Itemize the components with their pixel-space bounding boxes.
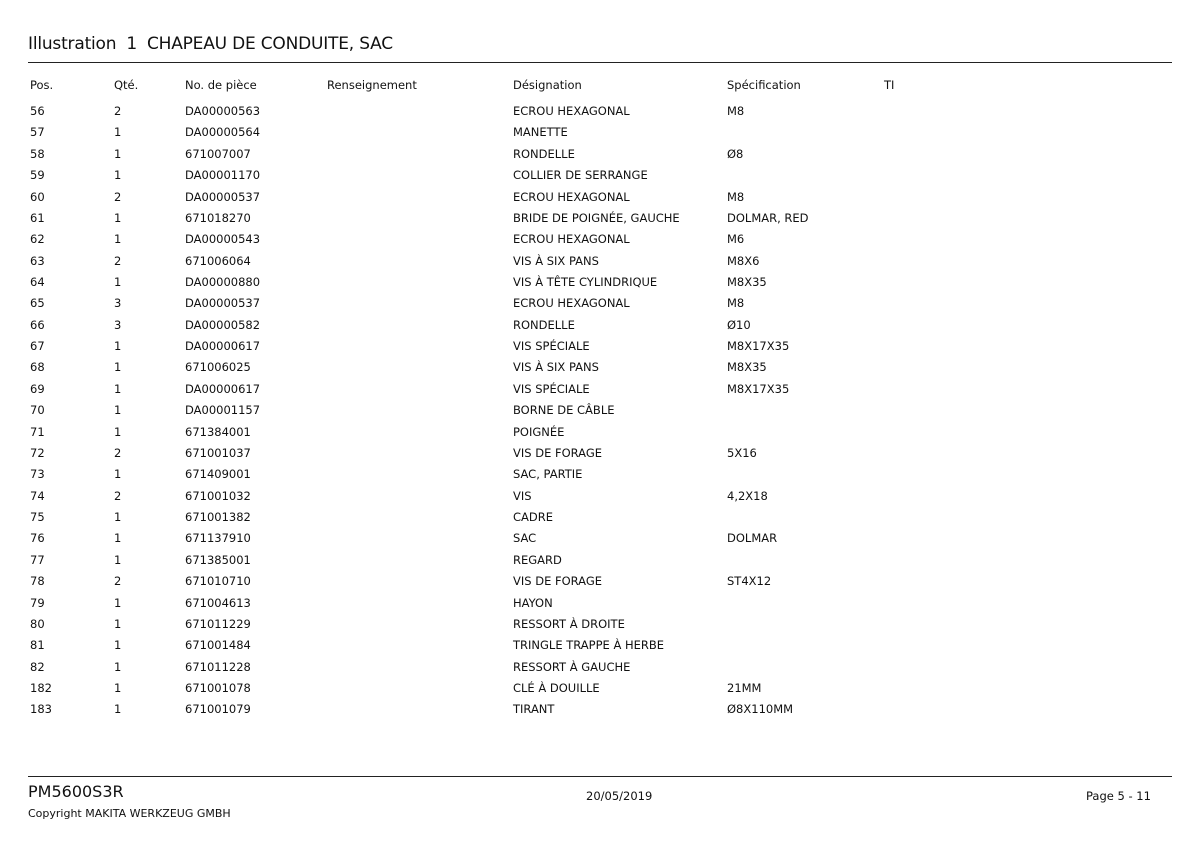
table-row xyxy=(0,125,1200,146)
table-row xyxy=(0,702,1200,723)
page-number: Page 5 - 11 xyxy=(1086,789,1151,803)
cell-qty: 2 xyxy=(114,253,122,268)
table-row xyxy=(0,446,1200,467)
column-header-specification: Spécification xyxy=(727,78,801,92)
table-row xyxy=(0,104,1200,125)
cell-part-number: 671137910 xyxy=(185,531,251,546)
table-row xyxy=(0,425,1200,446)
cell-qty: 1 xyxy=(114,125,122,140)
cell-part-number: DA00000563 xyxy=(185,104,261,118)
illustration-label: Illustration xyxy=(28,34,117,54)
cell-pos: 64 xyxy=(30,275,45,289)
cell-part-number: 671011228 xyxy=(185,659,251,674)
cell-qty: 2 xyxy=(114,488,122,503)
cell-qty: 2 xyxy=(114,574,122,589)
cell-part-number: 671018270 xyxy=(185,210,251,225)
document-date: 20/05/2019 xyxy=(586,789,653,803)
table-row xyxy=(0,190,1200,211)
table-row xyxy=(0,531,1200,552)
cell-part-number: 671007007 xyxy=(185,146,251,161)
cell-specification: M8X17X35 xyxy=(727,381,790,396)
table-row xyxy=(0,211,1200,232)
cell-pos: 57 xyxy=(30,125,45,140)
cell-part-number: 671384001 xyxy=(185,424,251,439)
cell-specification: M8 xyxy=(727,104,745,118)
cell-designation: RONDELLE xyxy=(513,317,575,332)
cell-specification: M8X17X35 xyxy=(727,339,790,354)
cell-pos: 66 xyxy=(30,317,45,332)
cell-part-number: 671409001 xyxy=(185,467,251,482)
cell-part-number: 671011229 xyxy=(185,616,251,631)
page-title xyxy=(28,34,403,54)
cell-designation: CADRE xyxy=(513,510,554,524)
cell-designation: VIS À SIX PANS xyxy=(513,360,599,375)
cell-pos: 59 xyxy=(30,168,45,183)
cell-designation: VIS SPÉCIALE xyxy=(513,381,590,396)
cell-pos: 60 xyxy=(30,189,45,204)
table-header xyxy=(0,78,1200,99)
cell-qty: 1 xyxy=(114,616,122,631)
table-row xyxy=(0,489,1200,510)
cell-specification: DOLMAR xyxy=(727,531,778,546)
cell-part-number: DA00000617 xyxy=(185,381,261,396)
cell-pos: 76 xyxy=(30,531,45,546)
cell-designation: POIGNÉE xyxy=(513,424,565,439)
cell-specification: M8 xyxy=(727,296,745,311)
model-number: PM5600S3R xyxy=(28,782,124,801)
column-header-designation: Désignation xyxy=(513,78,582,92)
cell-part-number: 671001078 xyxy=(185,681,251,695)
cell-specification: M8 xyxy=(727,189,745,204)
table-row xyxy=(0,296,1200,317)
cell-part-number: 671010710 xyxy=(185,574,251,589)
cell-pos: 69 xyxy=(30,381,45,396)
cell-qty: 2 xyxy=(114,189,122,204)
cell-qty: 1 xyxy=(114,552,122,567)
cell-part-number: DA00000564 xyxy=(185,125,261,140)
cell-part-number: 671006064 xyxy=(185,253,251,268)
cell-specification: ST4X12 xyxy=(727,574,772,589)
cell-part-number: 671001037 xyxy=(185,445,251,460)
cell-qty: 1 xyxy=(114,210,122,225)
cell-qty: 1 xyxy=(114,510,122,524)
cell-specification: Ø10 xyxy=(727,317,751,332)
cell-qty: 1 xyxy=(114,531,122,546)
cell-qty: 1 xyxy=(114,381,122,396)
cell-part-number: DA00000543 xyxy=(185,232,261,247)
cell-part-number: 671001382 xyxy=(185,510,251,524)
cell-part-number: 671001032 xyxy=(185,488,251,503)
cell-part-number: 671004613 xyxy=(185,595,251,610)
cell-designation: ECROU HEXAGONAL xyxy=(513,296,630,311)
cell-part-number: DA00000582 xyxy=(185,317,261,332)
cell-designation: SAC, PARTIE xyxy=(513,467,583,482)
cell-specification: 4,2X18 xyxy=(727,488,768,503)
cell-part-number: DA00000880 xyxy=(185,275,261,289)
table-row xyxy=(0,660,1200,681)
cell-pos: 62 xyxy=(30,232,45,247)
cell-designation: VIS SPÉCIALE xyxy=(513,339,590,354)
cell-qty: 1 xyxy=(114,638,122,653)
cell-specification: M8X35 xyxy=(727,360,767,375)
cell-qty: 1 xyxy=(114,360,122,375)
copyright-text: Copyright MAKITA WERKZEUG GMBH xyxy=(28,807,231,820)
cell-part-number: DA00001157 xyxy=(185,403,261,418)
cell-qty: 1 xyxy=(114,467,122,482)
cell-pos: 56 xyxy=(30,104,45,118)
cell-qty: 1 xyxy=(114,595,122,610)
cell-qty: 1 xyxy=(114,659,122,674)
cell-pos: 63 xyxy=(30,253,45,268)
cell-specification: Ø8 xyxy=(727,146,744,161)
cell-designation: ECROU HEXAGONAL xyxy=(513,104,630,118)
table-row xyxy=(0,574,1200,595)
cell-part-number: DA00001170 xyxy=(185,168,261,183)
cell-pos: 70 xyxy=(30,403,45,418)
cell-designation: REGARD xyxy=(513,552,562,567)
cell-qty: 1 xyxy=(114,168,122,183)
cell-qty: 1 xyxy=(114,702,122,717)
cell-specification: M8X6 xyxy=(727,253,760,268)
cell-designation: TIRANT xyxy=(513,702,555,717)
cell-designation: ECROU HEXAGONAL xyxy=(513,189,630,204)
cell-pos: 78 xyxy=(30,574,45,589)
table-row xyxy=(0,596,1200,617)
cell-qty: 1 xyxy=(114,403,122,418)
cell-pos: 81 xyxy=(30,638,45,653)
cell-designation: TRINGLE TRAPPE À HERBE xyxy=(513,638,665,653)
cell-specification: M6 xyxy=(727,232,745,247)
cell-pos: 67 xyxy=(30,339,45,354)
cell-pos: 74 xyxy=(30,488,45,503)
cell-designation: BORNE DE CÂBLE xyxy=(513,403,615,418)
cell-pos: 72 xyxy=(30,445,45,460)
cell-part-number: DA00000537 xyxy=(185,296,261,311)
cell-qty: 1 xyxy=(114,424,122,439)
table-row xyxy=(0,318,1200,339)
illustration-title: CHAPEAU DE CONDUITE, SAC xyxy=(146,34,393,54)
cell-part-number: 671006025 xyxy=(185,360,251,375)
cell-qty: 2 xyxy=(114,104,122,118)
table-row xyxy=(0,403,1200,424)
cell-pos: 77 xyxy=(30,552,45,567)
cell-part-number: DA00000537 xyxy=(185,189,261,204)
cell-designation: RESSORT À GAUCHE xyxy=(513,659,631,674)
cell-pos: 61 xyxy=(30,210,45,225)
cell-designation: RESSORT À DROITE xyxy=(513,616,625,631)
cell-pos: 71 xyxy=(30,424,45,439)
cell-specification: 21MM xyxy=(727,681,762,695)
cell-qty: 2 xyxy=(114,445,122,460)
table-row xyxy=(0,510,1200,531)
cell-part-number: DA00000617 xyxy=(185,339,261,354)
cell-designation: VIS xyxy=(513,488,532,503)
table-row xyxy=(0,254,1200,275)
column-header-part-number: No. de pièce xyxy=(185,78,257,92)
cell-pos: 65 xyxy=(30,296,45,311)
cell-pos: 80 xyxy=(30,616,45,631)
cell-qty: 3 xyxy=(114,296,122,311)
column-header-qty: Qté. xyxy=(114,78,139,92)
table-row xyxy=(0,232,1200,253)
header-divider xyxy=(28,62,1172,63)
column-header-info: Renseignement xyxy=(327,78,417,92)
table-row xyxy=(0,168,1200,189)
cell-designation: VIS À SIX PANS xyxy=(513,253,599,268)
cell-designation: VIS DE FORAGE xyxy=(513,445,603,460)
cell-specification: DOLMAR, RED xyxy=(727,210,809,225)
cell-pos: 82 xyxy=(30,659,45,674)
cell-specification: Ø8X110MM xyxy=(727,702,794,717)
cell-pos: 68 xyxy=(30,360,45,375)
cell-qty: 1 xyxy=(114,146,122,161)
cell-designation: COLLIER DE SERRANGE xyxy=(513,168,648,183)
cell-designation: VIS DE FORAGE xyxy=(513,574,603,589)
cell-designation: BRIDE DE POIGNÉE, GAUCHE xyxy=(513,210,680,225)
column-header-pos: Pos. xyxy=(30,78,54,92)
cell-designation: ECROU HEXAGONAL xyxy=(513,232,630,247)
table-row xyxy=(0,147,1200,168)
cell-qty: 3 xyxy=(114,317,122,332)
cell-designation: HAYON xyxy=(513,595,553,610)
cell-specification: M8X35 xyxy=(727,275,767,289)
cell-designation: VIS À TÊTE CYLINDRIQUE xyxy=(513,275,658,289)
table-row xyxy=(0,467,1200,488)
table-row xyxy=(0,681,1200,702)
cell-pos: 75 xyxy=(30,510,45,524)
table-row xyxy=(0,275,1200,296)
cell-pos: 79 xyxy=(30,595,45,610)
cell-part-number: 671001484 xyxy=(185,638,251,653)
cell-specification: 5X16 xyxy=(727,445,757,460)
cell-designation: CLÉ À DOUILLE xyxy=(513,681,600,695)
cell-pos: 183 xyxy=(30,702,52,717)
cell-qty: 1 xyxy=(114,681,122,695)
table-row xyxy=(0,617,1200,638)
cell-qty: 1 xyxy=(114,232,122,247)
cell-pos: 182 xyxy=(30,681,52,695)
cell-designation: MANETTE xyxy=(513,125,568,140)
table-row xyxy=(0,638,1200,659)
cell-pos: 73 xyxy=(30,467,45,482)
illustration-number: 1 xyxy=(126,34,137,54)
column-header-ti: TI xyxy=(884,78,895,92)
table-row xyxy=(0,339,1200,360)
footer-divider xyxy=(28,776,1172,777)
cell-qty: 1 xyxy=(114,275,122,289)
cell-designation: SAC xyxy=(513,531,537,546)
cell-part-number: 671001079 xyxy=(185,702,251,717)
cell-pos: 58 xyxy=(30,146,45,161)
table-row xyxy=(0,382,1200,403)
table-row xyxy=(0,553,1200,574)
cell-qty: 1 xyxy=(114,339,122,354)
cell-designation: RONDELLE xyxy=(513,146,575,161)
table-row xyxy=(0,360,1200,381)
cell-part-number: 671385001 xyxy=(185,552,251,567)
